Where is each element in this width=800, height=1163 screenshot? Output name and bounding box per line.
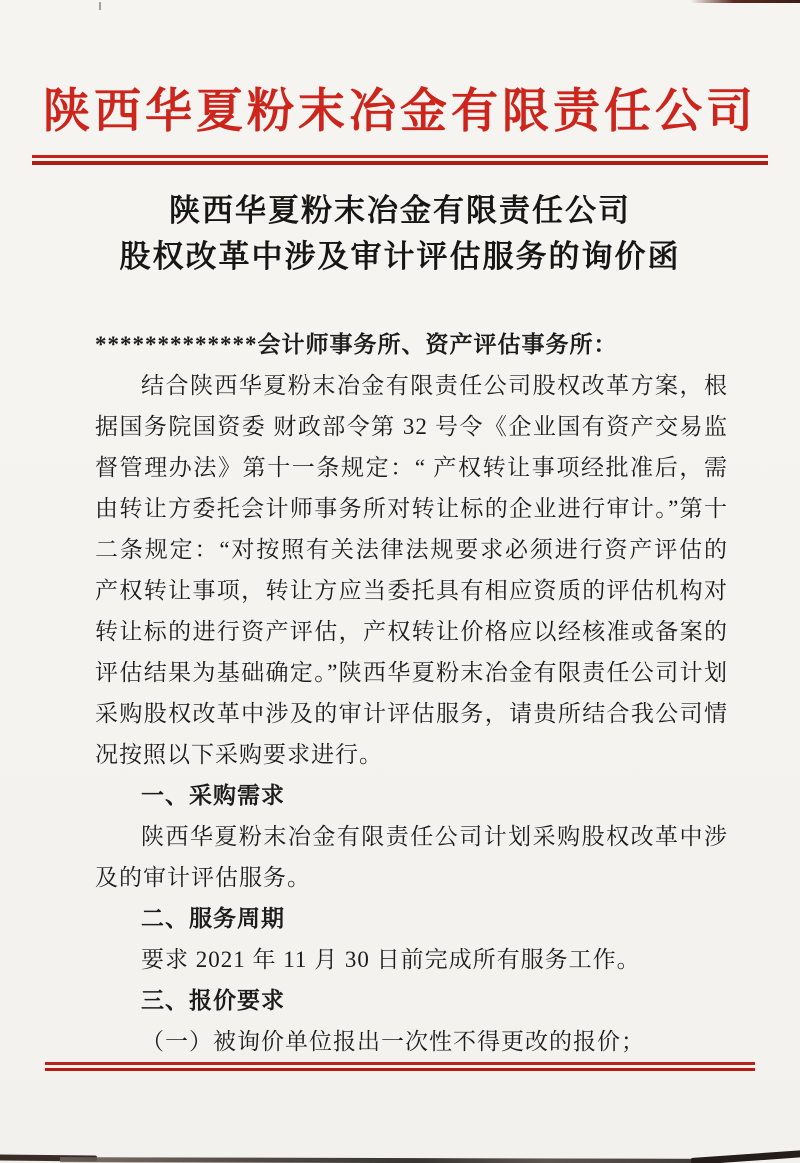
scan-shadow-top-right (690, 0, 800, 3)
section-heading-procurement-demand: 一、采购需求 (141, 783, 285, 808)
document-title (0, 188, 800, 280)
section-paragraph-service-period: 要求 2021 年 11 月 30 日前完成所有服务工作。 (141, 947, 641, 972)
intro-paragraph: 结合陕西华夏粉末冶金有限责任公司股权改革方案，根据国务院国资委 财政部令第 32 号令《企业国有资产交易监督管理办法》第十一条规定：“ 产权转让事项经批准后，需由转让方委托会计师事务所对转让标的企业进行审计。”第十二条规定：“对按照有关法律法规要求必须进行资产评估的产权转让事项，转让方应当委托具有相应资质的评估机构对转让标的进行资产评估，产权转让价格应以经核准或备案的评估结果为基础确定。”陕西华夏粉末冶金有限责任公司计划采购股权改革中涉及的审计评估服务，请贵所结合我公司情况按照以下采购要求进行。 (95, 373, 728, 767)
section-heading-service-period: 二、服务周期 (141, 906, 285, 931)
rule-line (32, 161, 768, 165)
scan-mark-top (99, 2, 101, 10)
letterhead-double-rule (32, 155, 768, 165)
section-paragraph-procurement-demand: 陕西华夏粉末冶金有限责任公司计划采购股权改革中涉及的审计评估服务。 (95, 824, 728, 890)
scan-shadow-bottom-right (691, 1150, 800, 1163)
document-title-line2: 股权改革中涉及审计评估服务的询价函 (119, 239, 681, 274)
section-paragraph-quotation-requirements: （一）被询价单位报出一次性不得更改的报价； (141, 1029, 645, 1054)
rule-line (45, 1068, 755, 1071)
document-title-line1: 陕西华夏粉末冶金有限责任公司 (169, 193, 631, 228)
document-body (95, 324, 728, 1062)
section-heading-quotation-requirements: 三、报价要求 (141, 988, 285, 1013)
letterhead-company-name: 陕西华夏粉末冶金有限责任公司 (43, 86, 757, 138)
salutation-line: *************会计师事务所、资产评估事务所： (95, 332, 618, 357)
footer-double-rule (45, 1062, 755, 1071)
scan-shadow-bottom (60, 1157, 710, 1163)
